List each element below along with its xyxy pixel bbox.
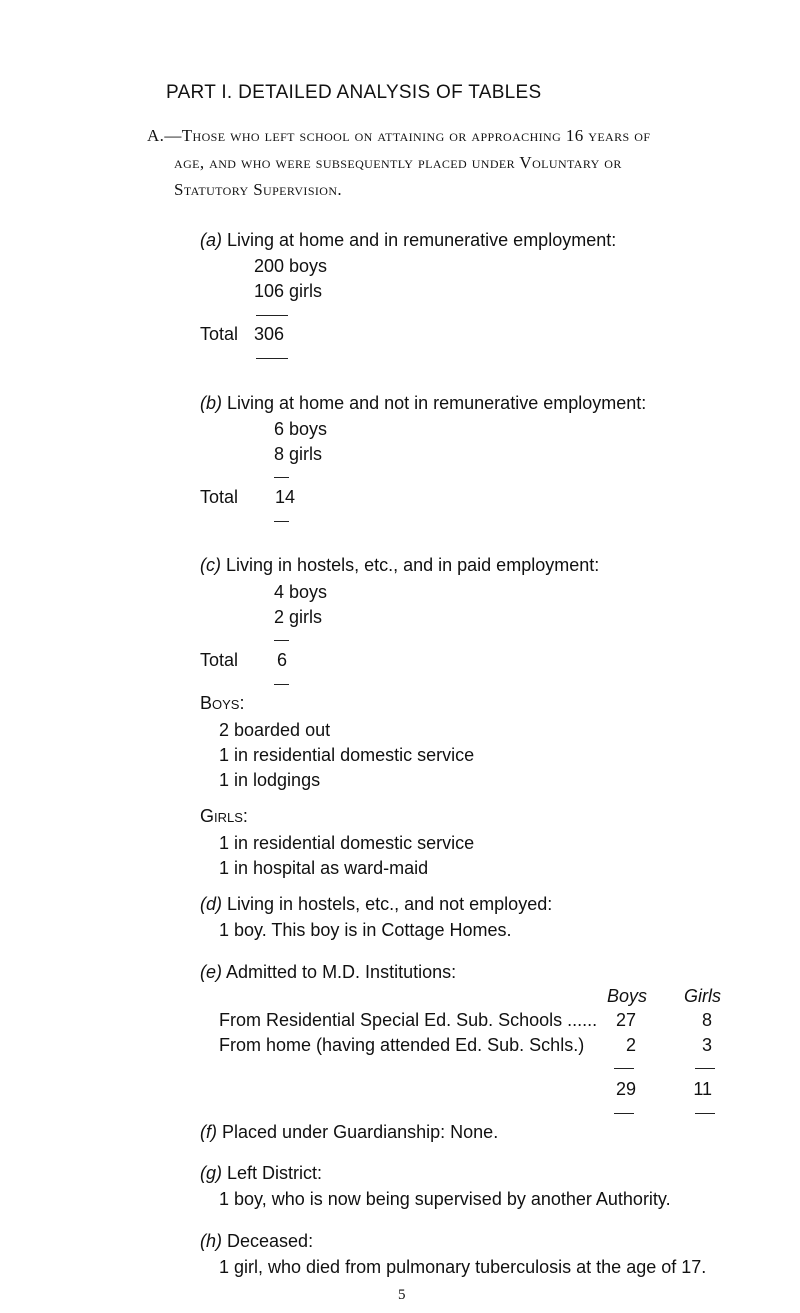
section-h-label: (h) [200,1231,222,1251]
list-item: 1 in residential domestic service [219,745,475,765]
section-b-girls: 8 girls [274,444,323,464]
girls-subheading: Girls: [200,806,248,826]
section-f [200,1122,498,1143]
intro-line-1: A.—Those who left school on attaining or approaching 16 years of [147,126,651,145]
section-c-text: Living in hostels, etc., and in paid employment: [226,555,600,575]
table-row-label: From home (having attended Ed. Sub. Schls.) [219,1035,585,1055]
divider [695,1068,715,1069]
section-e-text: Admitted to M.D. Institutions: [226,962,457,982]
column-header-boys: Boys [607,986,648,1006]
divider [274,521,289,522]
section-c-total: 6 [277,650,288,670]
section-g-heading [200,1163,322,1184]
section-a-boys: 200 boys [254,256,328,276]
table-cell-boys: 2 [625,1035,636,1055]
table-total-boys: 29 [615,1079,636,1099]
section-a-heading [200,230,616,251]
intro-line-2: age, and who were subsequently placed under Voluntary or [174,153,622,172]
table-row-label: From Residential Special Ed. Sub. Schools ...... [219,1010,598,1030]
section-c-girls: 2 girls [274,607,323,627]
section-a-total-label: Total [200,324,239,344]
divider [274,640,289,641]
list-item: 1 in hospital as ward-maid [219,858,429,878]
section-b-total-label: Total [200,487,239,507]
divider [274,684,289,685]
table-cell-girls: 3 [701,1035,712,1055]
section-c-boys: 4 boys [274,582,328,602]
divider [695,1113,715,1114]
divider [256,315,288,316]
section-d-text: Living in hostels, etc., and not employed: [227,894,553,914]
section-b-text: Living at home and not in remunerative employment: [227,393,647,413]
section-b-boys: 6 boys [274,419,328,439]
section-h-heading [200,1231,313,1252]
table-cell-girls: 8 [701,1010,712,1030]
boys-subheading: Boys: [200,693,245,713]
section-d-detail: 1 boy. This boy is in Cottage Homes. [219,920,512,940]
section-g-detail: 1 boy, who is now being supervised by another Authority. [219,1189,671,1209]
section-d-heading [200,894,552,915]
section-f-label: (f) [200,1122,217,1142]
table-cell-boys: 27 [615,1010,636,1030]
section-h-detail: 1 girl, who died from pulmonary tuberculosis at the age of 17. [219,1257,707,1277]
page-title: PART I. DETAILED ANALYSIS OF TABLES [166,82,542,103]
section-c-total-label: Total [200,650,239,670]
section-b-label: (b) [200,393,222,413]
section-a-label: (a) [200,230,222,250]
section-f-text: Placed under Guardianship: None. [222,1122,499,1142]
intro-line-3: Statutory Supervision. [174,180,343,199]
section-g-text: Left District: [227,1163,323,1183]
section-e-heading [200,962,456,983]
table-total-girls: 11 [693,1079,712,1099]
list-item: 1 in lodgings [219,770,321,790]
divider [256,358,288,359]
page-number: 5 [398,1287,406,1303]
section-c-heading [200,555,599,576]
section-g-label: (g) [200,1163,222,1183]
list-item: 2 boarded out [219,720,331,740]
section-a-total: 306 [254,324,285,344]
section-e-label: (e) [200,962,222,982]
section-a-text: Living at home and in remunerative employment: [227,230,617,250]
divider [614,1113,634,1114]
section-b-total: 14 [275,487,296,507]
column-header-girls: Girls [684,986,721,1006]
divider [274,477,289,478]
section-a-girls: 106 girls [254,281,323,301]
section-h-text: Deceased: [227,1231,314,1251]
list-item: 1 in residential domestic service [219,833,475,853]
section-c-label: (c) [200,555,221,575]
section-b-heading [200,393,646,414]
section-d-label: (d) [200,894,222,914]
divider [614,1068,634,1069]
